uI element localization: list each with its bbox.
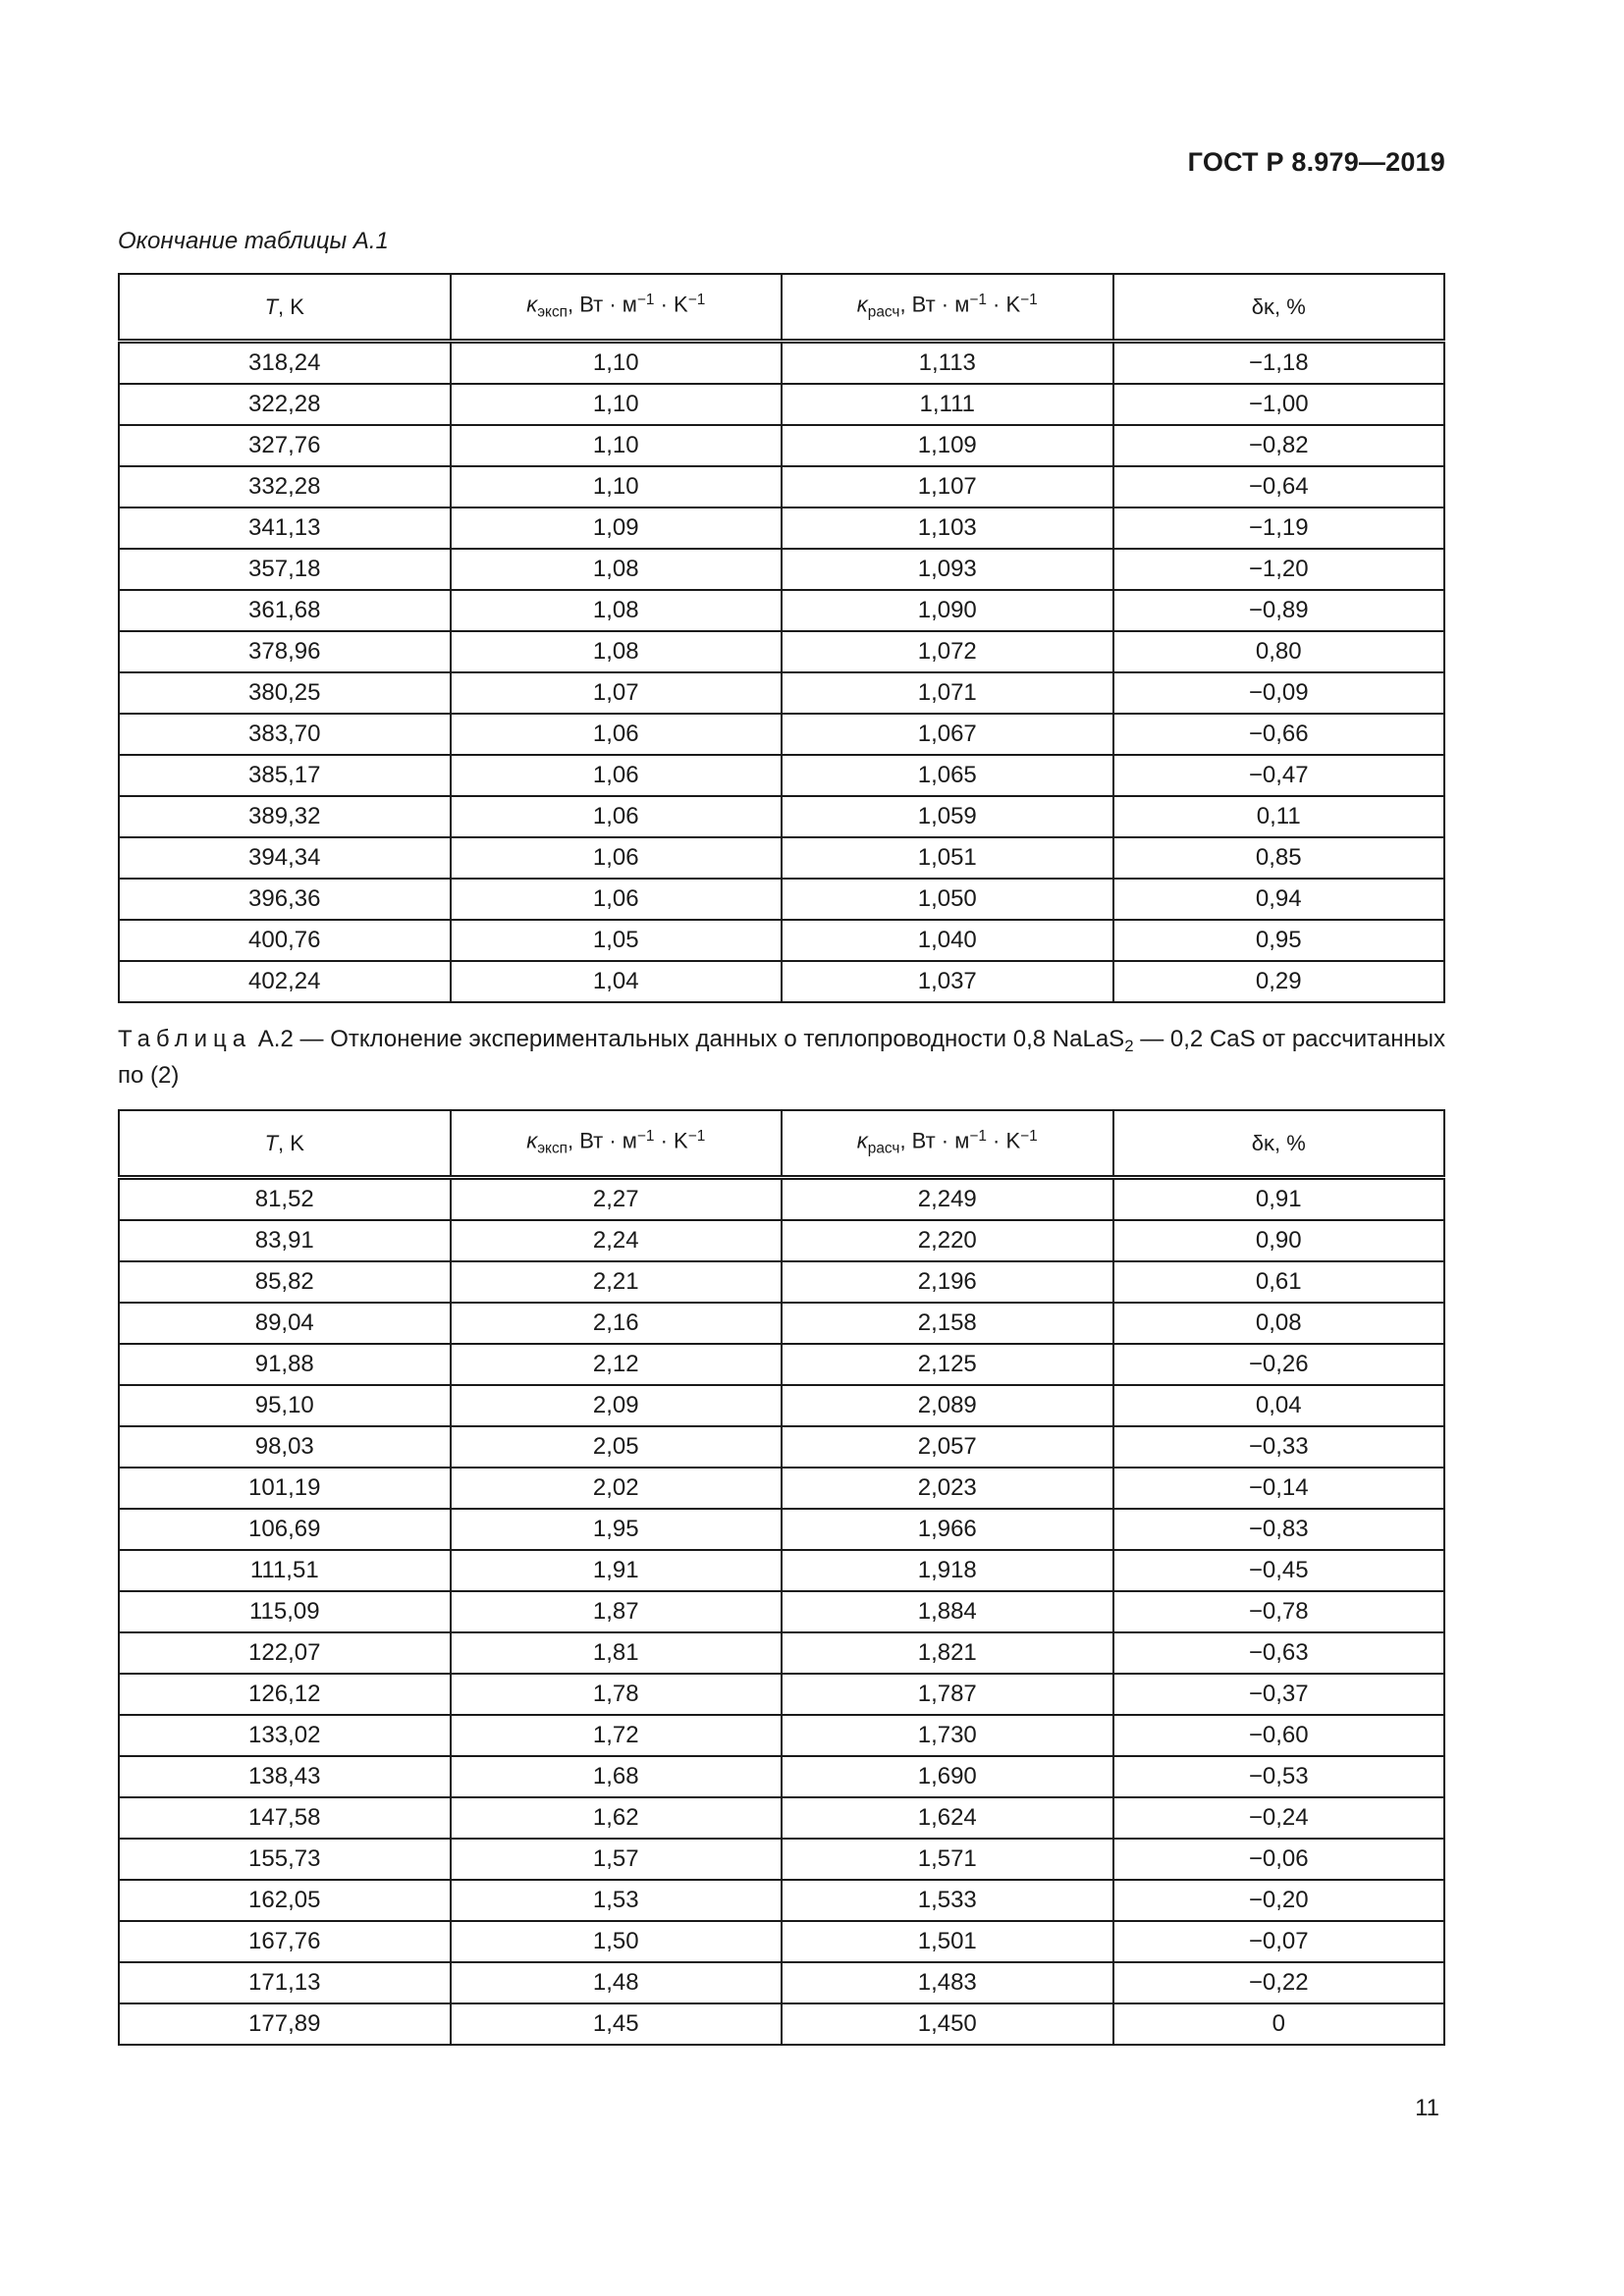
cell-temperature: 341,13 [119,507,451,549]
cell-temperature: 162,05 [119,1880,451,1921]
table-row [119,1385,1444,1426]
cell-temperature: 361,68 [119,590,451,631]
cell-k-experimental: 1,50 [451,1921,783,1962]
cell-k-experimental: 1,48 [451,1962,783,2003]
cell-temperature: 81,52 [119,1178,451,1221]
cell-k-calculated: 1,918 [782,1550,1113,1591]
table-row [119,1797,1444,1839]
table-row [119,1962,1444,2003]
cell-temperature: 122,07 [119,1632,451,1674]
cell-deviation: −1,19 [1113,507,1445,549]
cell-deviation: −0,22 [1113,1962,1445,2003]
cell-temperature: 111,51 [119,1550,451,1591]
cell-deviation: −0,09 [1113,672,1445,714]
table-row [119,879,1444,920]
table-row [119,1715,1444,1756]
cell-deviation: −0,26 [1113,1344,1445,1385]
cell-temperature: 383,70 [119,714,451,755]
cell-deviation: −0,07 [1113,1921,1445,1962]
table-row [119,837,1444,879]
cell-deviation: 0,29 [1113,961,1445,1002]
table-row [119,425,1444,466]
cell-k-experimental: 1,57 [451,1839,783,1880]
cell-k-experimental: 1,06 [451,796,783,837]
table-a1-continuation [118,273,1445,1003]
cell-k-calculated: 2,057 [782,1426,1113,1468]
table-body [119,1178,1444,2046]
cell-k-experimental: 1,10 [451,425,783,466]
table-row [119,1880,1444,1921]
cell-deviation: 0,85 [1113,837,1445,879]
table-row [119,796,1444,837]
table-row [119,590,1444,631]
cell-temperature: 322,28 [119,384,451,425]
cell-temperature: 89,04 [119,1303,451,1344]
cell-k-experimental: 2,05 [451,1426,783,1468]
cell-k-calculated: 1,059 [782,796,1113,837]
cell-k-experimental: 2,09 [451,1385,783,1426]
table-row [119,466,1444,507]
cell-k-experimental: 1,09 [451,507,783,549]
cell-k-experimental: 1,10 [451,384,783,425]
cell-k-calculated: 1,093 [782,549,1113,590]
table-row [119,549,1444,590]
cell-k-calculated: 1,111 [782,384,1113,425]
cell-k-experimental: 1,81 [451,1632,783,1674]
table-body [119,342,1444,1003]
page-number: 11 [1415,2095,1439,2121]
cell-temperature: 378,96 [119,631,451,672]
document-code: ГОСТ Р 8.979—2019 [1187,147,1445,177]
cell-temperature: 357,18 [119,549,451,590]
header-deviation: δκ, % [1113,274,1445,342]
cell-k-experimental: 1,72 [451,1715,783,1756]
cell-deviation: −0,83 [1113,1509,1445,1550]
header-k-calculated: $\kappa_{расч}$, Вт · $м^{-1} \cdot K^{-1}$ [782,1110,1113,1178]
header-temperature: T, K [119,274,451,342]
cell-temperature: 402,24 [119,961,451,1002]
cell-k-experimental: 1,87 [451,1591,783,1632]
cell-k-calculated: 1,037 [782,961,1113,1002]
table-header-row [119,274,1444,342]
cell-k-calculated: 2,249 [782,1178,1113,1221]
cell-deviation: −0,64 [1113,466,1445,507]
cell-deviation: 0,80 [1113,631,1445,672]
cell-deviation: −1,20 [1113,549,1445,590]
cell-k-experimental: 2,21 [451,1261,783,1303]
cell-k-calculated: 1,067 [782,714,1113,755]
cell-deviation: −0,33 [1113,1426,1445,1468]
table-row [119,1921,1444,1962]
cell-k-calculated: 1,966 [782,1509,1113,1550]
cell-k-calculated: 2,089 [782,1385,1113,1426]
cell-temperature: 91,88 [119,1344,451,1385]
cell-deviation: −0,37 [1113,1674,1445,1715]
cell-k-experimental: 2,27 [451,1178,783,1221]
cell-k-calculated: 1,051 [782,837,1113,879]
table-row [119,342,1444,385]
cell-k-calculated: 1,884 [782,1591,1113,1632]
header-deviation: δκ, % [1113,1110,1445,1178]
cell-k-calculated: 1,624 [782,1797,1113,1839]
cell-k-calculated: 1,730 [782,1715,1113,1756]
table-row [119,1303,1444,1344]
table-header-row [119,1110,1444,1178]
cell-temperature: 133,02 [119,1715,451,1756]
cell-k-calculated: 1,072 [782,631,1113,672]
table-row [119,920,1444,961]
cell-k-experimental: 1,06 [451,879,783,920]
cell-deviation: −0,63 [1113,1632,1445,1674]
cell-k-calculated: 2,125 [782,1344,1113,1385]
cell-deviation: 0,08 [1113,1303,1445,1344]
table-row [119,1468,1444,1509]
cell-k-experimental: 2,02 [451,1468,783,1509]
cell-deviation: −1,18 [1113,342,1445,385]
cell-k-calculated: 1,071 [782,672,1113,714]
cell-deviation: 0,90 [1113,1220,1445,1261]
cell-temperature: 167,76 [119,1921,451,1962]
cell-k-experimental: 1,06 [451,755,783,796]
cell-k-calculated: 1,103 [782,507,1113,549]
table-row [119,631,1444,672]
cell-deviation: −0,45 [1113,1550,1445,1591]
cell-deviation: −0,53 [1113,1756,1445,1797]
cell-deviation: −0,47 [1113,755,1445,796]
cell-k-experimental: 1,08 [451,631,783,672]
cell-k-calculated: 1,787 [782,1674,1113,1715]
cell-k-calculated: 1,090 [782,590,1113,631]
cell-temperature: 106,69 [119,1509,451,1550]
cell-k-calculated: 2,023 [782,1468,1113,1509]
cell-k-experimental: 1,91 [451,1550,783,1591]
cell-k-calculated: 1,533 [782,1880,1113,1921]
cell-deviation: −0,66 [1113,714,1445,755]
cell-temperature: 385,17 [119,755,451,796]
cell-deviation: −0,06 [1113,1839,1445,1880]
cell-deviation: 0,95 [1113,920,1445,961]
cell-temperature: 396,36 [119,879,451,920]
cell-k-calculated: 1,821 [782,1632,1113,1674]
header-temperature: T, K [119,1110,451,1178]
cell-k-experimental: 1,06 [451,714,783,755]
table-row [119,755,1444,796]
cell-temperature: 171,13 [119,1962,451,2003]
cell-k-experimental: 1,07 [451,672,783,714]
cell-temperature: 400,76 [119,920,451,961]
cell-temperature: 83,91 [119,1220,451,1261]
cell-k-calculated: 2,158 [782,1303,1113,1344]
cell-k-calculated: 2,220 [782,1220,1113,1261]
table-row [119,1591,1444,1632]
cell-deviation: −0,78 [1113,1591,1445,1632]
table-row [119,1261,1444,1303]
cell-temperature: 332,28 [119,466,451,507]
cell-k-calculated: 1,050 [782,879,1113,920]
cell-temperature: 98,03 [119,1426,451,1468]
cell-temperature: 147,58 [119,1797,451,1839]
cell-k-experimental: 1,95 [451,1509,783,1550]
table-row [119,1550,1444,1591]
table-row [119,1756,1444,1797]
header-k-experimental: $\kappa_{эксп}$, Вт · $м^{-1} \cdot K^{-1}$ [451,1110,783,1178]
cell-deviation: 0,04 [1113,1385,1445,1426]
cell-k-experimental: 1,06 [451,837,783,879]
cell-k-calculated: 1,107 [782,466,1113,507]
cell-deviation: −0,60 [1113,1715,1445,1756]
cell-temperature: 394,34 [119,837,451,879]
table-row [119,1509,1444,1550]
cell-temperature: 389,32 [119,796,451,837]
cell-deviation: 0,11 [1113,796,1445,837]
table-row [119,1344,1444,1385]
cell-k-calculated: 1,113 [782,342,1113,385]
table-row [119,1220,1444,1261]
cell-k-experimental: 1,53 [451,1880,783,1921]
cell-deviation: 0,61 [1113,1261,1445,1303]
cell-k-calculated: 1,109 [782,425,1113,466]
cell-k-experimental: 1,08 [451,549,783,590]
cell-temperature: 126,12 [119,1674,451,1715]
cell-k-experimental: 1,05 [451,920,783,961]
cell-k-experimental: 2,12 [451,1344,783,1385]
cell-temperature: 380,25 [119,672,451,714]
table-row [119,1426,1444,1468]
cell-k-experimental: 1,62 [451,1797,783,1839]
table-row [119,961,1444,1002]
table-a2-caption: Таблица А.2 — Отклонение экспериментальных данных о теплопроводности 0,8 NaLaS$_2$ — 0,2 CaS от рассчитанных по (2) [118,1026,1445,1090]
cell-k-calculated: 1,450 [782,2003,1113,2045]
cell-k-experimental: 1,04 [451,961,783,1002]
table-row [119,1674,1444,1715]
table-a2 [118,1109,1445,2046]
table-row [119,384,1444,425]
cell-deviation: −1,00 [1113,384,1445,425]
table-row [119,1632,1444,1674]
header-k-calculated: $\kappa_{расч}$, Вт · $м^{-1} \cdot K^{-1}$ [782,274,1113,342]
cell-deviation: −0,24 [1113,1797,1445,1839]
cell-k-experimental: 1,68 [451,1756,783,1797]
cell-deviation: 0 [1113,2003,1445,2045]
header-k-experimental: $\kappa_{эксп}$, Вт · $м^{-1} \cdot K^{-1}$ [451,274,783,342]
cell-temperature: 327,76 [119,425,451,466]
cell-deviation: −0,14 [1113,1468,1445,1509]
cell-k-calculated: 1,065 [782,755,1113,796]
cell-temperature: 85,82 [119,1261,451,1303]
table-row [119,2003,1444,2045]
cell-temperature: 318,24 [119,342,451,385]
cell-k-experimental: 1,08 [451,590,783,631]
cell-deviation: −0,82 [1113,425,1445,466]
table-row [119,714,1444,755]
cell-temperature: 95,10 [119,1385,451,1426]
cell-k-experimental: 1,78 [451,1674,783,1715]
table-row [119,507,1444,549]
cell-k-experimental: 1,10 [451,342,783,385]
cell-temperature: 138,43 [119,1756,451,1797]
cell-k-calculated: 1,690 [782,1756,1113,1797]
cell-k-calculated: 1,483 [782,1962,1113,2003]
cell-k-experimental: 1,10 [451,466,783,507]
cell-deviation: −0,20 [1113,1880,1445,1921]
cell-k-calculated: 1,040 [782,920,1113,961]
table-row [119,672,1444,714]
table-row [119,1839,1444,1880]
cell-temperature: 177,89 [119,2003,451,2045]
cell-temperature: 115,09 [119,1591,451,1632]
cell-deviation: 0,91 [1113,1178,1445,1221]
cell-deviation: −0,89 [1113,590,1445,631]
cell-temperature: 155,73 [119,1839,451,1880]
table-row [119,1178,1444,1221]
cell-deviation: 0,94 [1113,879,1445,920]
table-continuation-label: Окончание таблицы А.1 [118,228,389,254]
cell-k-calculated: 2,196 [782,1261,1113,1303]
cell-k-experimental: 2,16 [451,1303,783,1344]
cell-k-calculated: 1,501 [782,1921,1113,1962]
cell-k-experimental: 1,45 [451,2003,783,2045]
cell-temperature: 101,19 [119,1468,451,1509]
cell-k-calculated: 1,571 [782,1839,1113,1880]
cell-k-experimental: 2,24 [451,1220,783,1261]
